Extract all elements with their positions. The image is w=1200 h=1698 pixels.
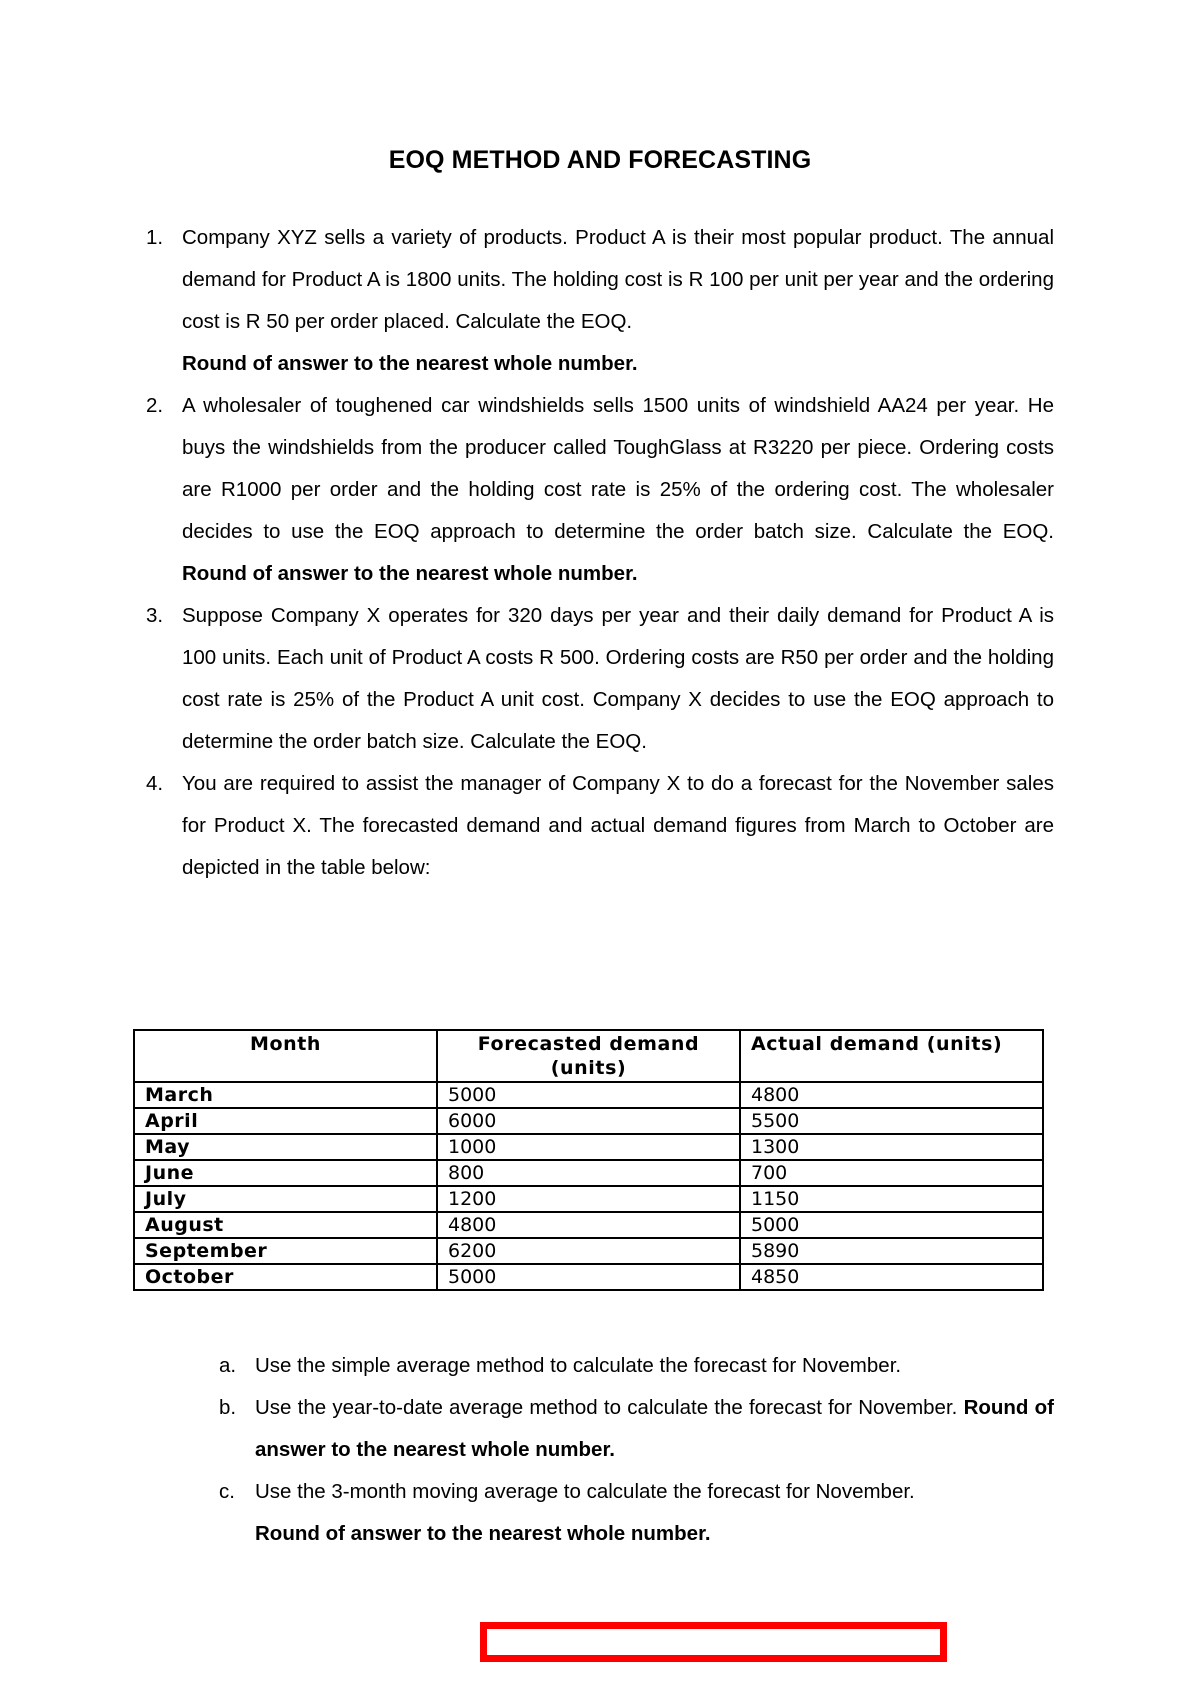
question-body: Suppose Company X operates for 320 days per year and their daily demand for Product A is 100 units. Each unit of Product A costs R 500. Ordering costs are R50 per order and the holding cost rate is 25% of the Product A unit cost. Company X decides to use the EOQ approach to determine the order batch size. Calculate the EOQ.: [182, 604, 1054, 753]
table-row: [134, 1108, 1043, 1134]
table-row: [134, 1082, 1043, 1108]
cell-forecast: 4800: [437, 1212, 740, 1238]
question-number: 2.: [146, 394, 164, 417]
page-title: EOQ METHOD AND FORECASTING: [388, 146, 812, 174]
cell-forecast: 800: [437, 1160, 740, 1186]
cell-month: August: [134, 1212, 437, 1238]
table-header-row: [134, 1030, 1043, 1082]
rounding-instruction: Round of answer to the nearest whole number.: [255, 1396, 1054, 1461]
subquestion-letter: a.: [219, 1354, 237, 1377]
subquestion-item-b: [219, 1387, 1054, 1471]
rounding-instruction: Round of answer to the nearest whole number.: [182, 352, 638, 375]
table-row: [134, 1264, 1043, 1290]
question-body: Company XYZ sells a variety of products. Product A is their most popular product. The annual demand for Product A is 1800 units. The holding cost is R 100 per unit per year and the ordering cost is R 50 per order placed. Calculate the EOQ.: [182, 226, 1054, 333]
cell-forecast: 1000: [437, 1134, 740, 1160]
cell-month: March: [134, 1082, 437, 1108]
subquestion-text: Use the simple average method to calculate the forecast for November.: [255, 1354, 902, 1377]
question-text: [182, 226, 1054, 375]
question-number: 1.: [146, 226, 164, 249]
subquestion-body: Use the 3-month moving average to calculate the forecast for November.: [255, 1480, 915, 1503]
table-row: [134, 1238, 1043, 1264]
cell-actual: 700: [740, 1160, 1043, 1186]
header-actual-demand: Actual demand (units): [740, 1030, 1043, 1082]
table-row: [134, 1186, 1043, 1212]
table-row: [134, 1160, 1043, 1186]
question-item-4: [146, 763, 1054, 889]
cell-month: October: [134, 1264, 437, 1290]
cell-forecast: 1200: [437, 1186, 740, 1212]
cell-actual: 1150: [740, 1186, 1043, 1212]
cell-month: July: [134, 1186, 437, 1212]
subquestion-list: [219, 1345, 1054, 1555]
subquestion-text: [255, 1396, 1054, 1461]
header-month: Month: [134, 1030, 437, 1082]
subquestion-letter: c.: [219, 1480, 235, 1503]
cell-actual: 5890: [740, 1238, 1043, 1264]
cell-month: April: [134, 1108, 437, 1134]
question-text: [182, 772, 1054, 879]
cell-forecast: 6200: [437, 1238, 740, 1264]
cell-actual: 5000: [740, 1212, 1043, 1238]
subquestion-item-c: [219, 1471, 1054, 1555]
cell-forecast: 5000: [437, 1264, 740, 1290]
question-item-2: [146, 385, 1054, 595]
table-row: [134, 1212, 1043, 1238]
subquestion-text: [255, 1480, 915, 1545]
cell-month: September: [134, 1238, 437, 1264]
cell-actual: 4850: [740, 1264, 1043, 1290]
demand-table-container: [133, 1029, 1043, 1291]
question-item-3: [146, 595, 1054, 763]
rounding-instruction: Round of answer to the nearest whole number.: [255, 1522, 711, 1545]
question-body: You are required to assist the manager of Company X to do a forecast for the November sales for Product X. The forecasted demand and actual demand figures from March to October are depicted in the table below:: [182, 772, 1054, 879]
cell-actual: 4800: [740, 1082, 1043, 1108]
question-number: 4.: [146, 772, 164, 795]
cell-forecast: 5000: [437, 1082, 740, 1108]
question-item-1: [146, 217, 1054, 385]
cell-forecast: 6000: [437, 1108, 740, 1134]
question-list: [146, 217, 1054, 889]
table-row: [134, 1134, 1043, 1160]
cell-month: June: [134, 1160, 437, 1186]
question-text: [182, 394, 1054, 585]
red-highlight-box: [480, 1622, 947, 1662]
subquestion-body: Use the year-to-date average method to calculate the forecast for November.: [255, 1396, 958, 1419]
subquestion-item-a: [219, 1345, 1054, 1387]
subquestion-letter: b.: [219, 1396, 237, 1419]
question-body: A wholesaler of toughened car windshields sells 1500 units of windshield AA24 per year. He buys the windshields from the producer called ToughGlass at R3220 per piece. Ordering costs are R1000 per order and the holding cost rate is 25% of the ordering cost. The wholesaler decides to use the EOQ approach to determine the order batch size. Calculate the EOQ.: [182, 394, 1054, 543]
header-forecasted-demand: Forecasted demand (units): [437, 1030, 740, 1082]
cell-month: May: [134, 1134, 437, 1160]
demand-table: [133, 1029, 1044, 1291]
rounding-instruction: Round of answer to the nearest whole number.: [182, 562, 638, 585]
question-number: 3.: [146, 604, 164, 627]
question-text: [182, 604, 1054, 753]
cell-actual: 5500: [740, 1108, 1043, 1134]
cell-actual: 1300: [740, 1134, 1043, 1160]
